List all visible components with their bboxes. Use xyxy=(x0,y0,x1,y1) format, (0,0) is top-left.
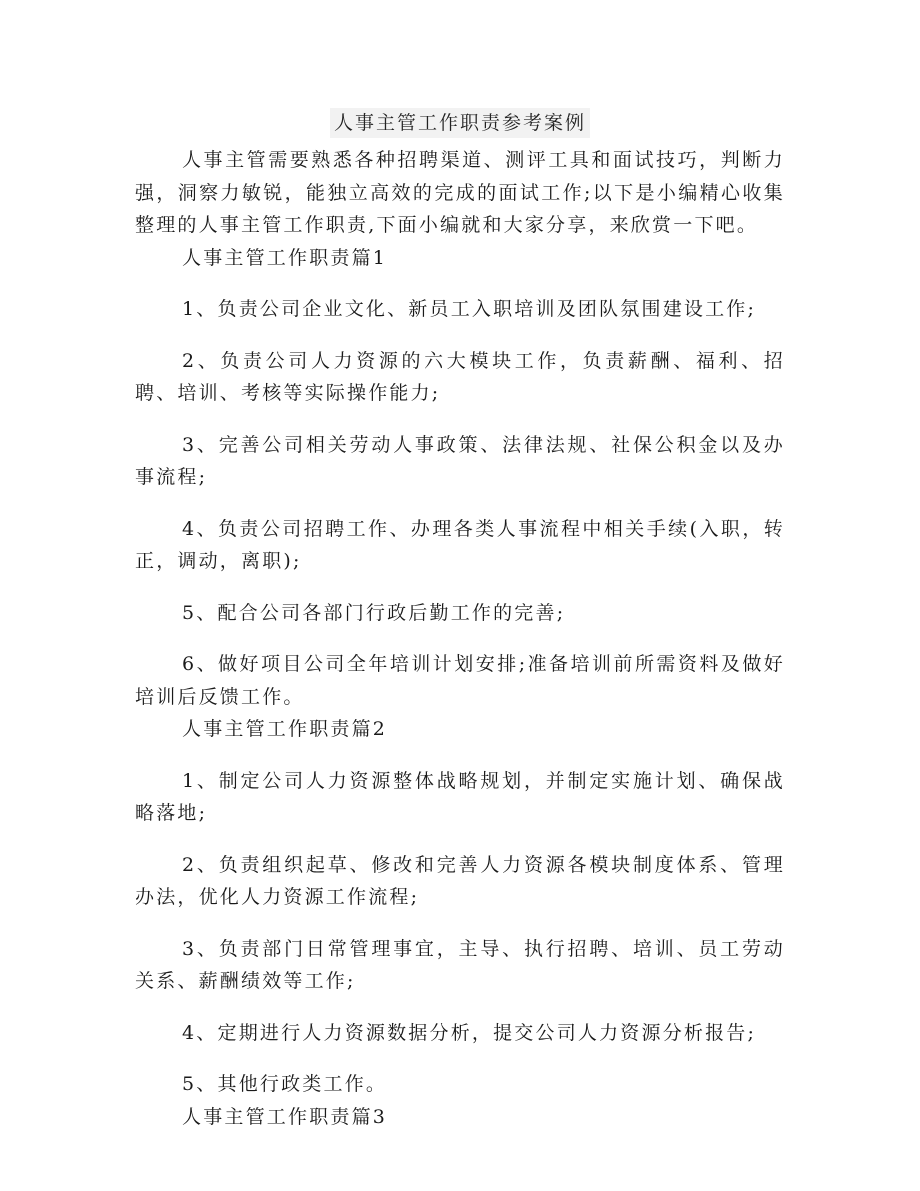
section-1-item-3: 3、完善公司相关劳动人事政策、法律法规、社保公积金以及办事流程; xyxy=(135,433,785,488)
section-1-item-2: 2、负责公司人力资源的六大模块工作，负责薪酬、福利、招聘、培训、考核等实际操作能力; xyxy=(135,349,785,404)
document-page xyxy=(135,108,785,1133)
intro-paragraph: 人事主管需要熟悉各种招聘渠道、测评工具和面试技巧，判断力强，洞察力敏锐，能独立高效的完成的面试工作;以下是小编精心收集整理的人事主管工作职责,下面小编就和大家分享，来欣赏一下吧。 xyxy=(135,149,785,236)
section-2-item-2: 2、负责组织起草、修改和完善人力资源各模块制度体系、管理办法，优化人力资源工作流程; xyxy=(135,853,785,908)
section-2-item-5: 5、其他行政类工作。 xyxy=(182,1073,388,1095)
section-heading-3: 人事主管工作职责篇3 xyxy=(182,1105,388,1128)
section-2-item-4: 4、定期进行人力资源数据分析，提交公司人力资源分析报告; xyxy=(182,1021,757,1044)
section-heading-2: 人事主管工作职责篇2 xyxy=(182,718,388,740)
section-2-item-1: 1、制定公司人力资源整体战略规划，并制定实施计划、确保战略落地; xyxy=(135,769,785,824)
section-1-item-1: 1、负责公司企业文化、新员工入职培训及团队氛围建设工作; xyxy=(182,298,757,320)
section-1-item-5: 5、配合公司各部门行政后勤工作的完善; xyxy=(182,601,566,624)
document-title: 人事主管工作职责参考案例 xyxy=(330,108,590,138)
section-1-item-6: 6、做好项目公司全年培训计划安排;准备培训前所需资料及做好培训后反馈工作。 xyxy=(135,653,785,708)
section-1-item-4: 4、负责公司招聘工作、办理各类人事流程中相关手续(入职，转正，调动，离职); xyxy=(135,517,785,572)
title-row xyxy=(135,108,785,138)
section-heading-1: 人事主管工作职责篇1 xyxy=(182,246,388,269)
section-2-item-3: 3、负责部门日常管理事宜，主导、执行招聘、培训、员工劳动关系、薪酬绩效等工作; xyxy=(135,937,785,992)
